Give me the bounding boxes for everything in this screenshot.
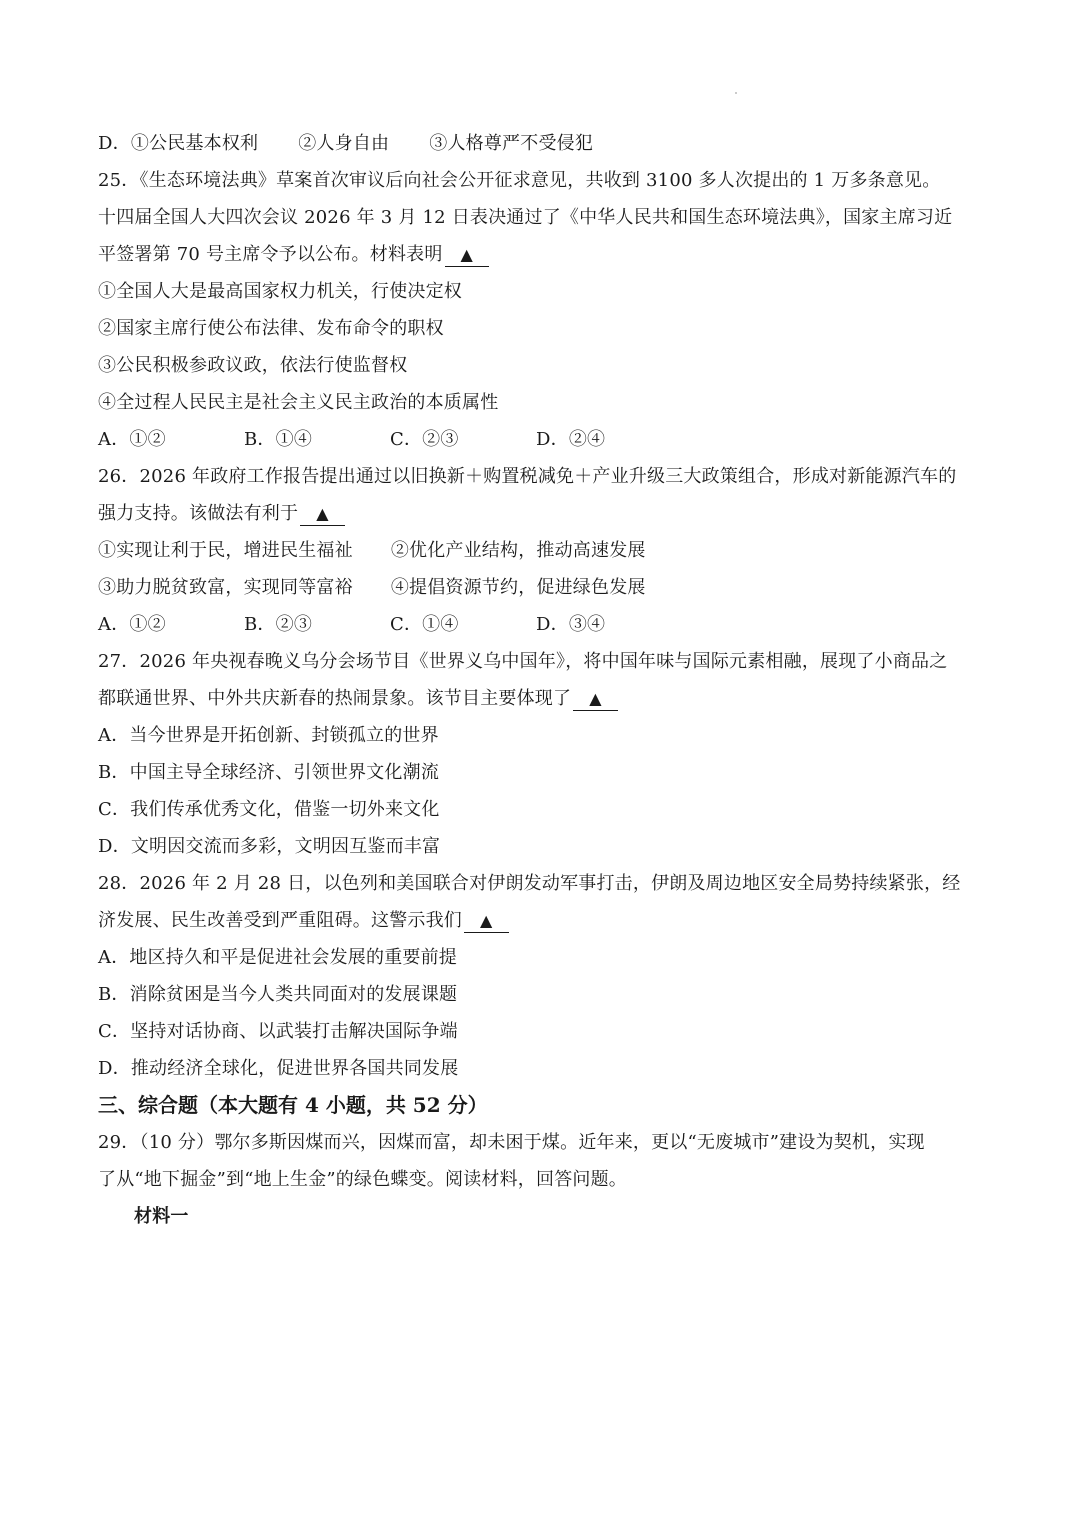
q27-option-d: D．文明因交流而多彩，文明因互鉴而丰富 [98, 836, 441, 857]
q26-stem-line1: 26．2026 年政府工作报告提出通过以旧换新＋购置税减免＋产业升级三大政策组合，形成对新能源汽车的 [98, 466, 957, 487]
q26-options [98, 606, 988, 643]
q27-option-a: A．当今世界是开拓创新、封锁孤立的世界 [98, 725, 439, 746]
q26-option-c: C．①④ [390, 614, 459, 635]
q25-option-a: A．①② [98, 429, 166, 450]
q26-option-a: A．①② [98, 614, 166, 635]
q29-stem-line2: 了从“地下掘金”到“地上生金”的绿色蝶变。阅读材料，回答问题。 [98, 1169, 628, 1190]
q25-statement-3: ③公民积极参政议政，依法行使监督权 [98, 355, 408, 376]
q29-stem-line1: 29．（10 分）鄂尔多斯因煤而兴，因煤而富，却未困于煤。近年来，更以“无废城市”建设为契机，实现 [98, 1132, 925, 1153]
q25-option-c: C．②③ [390, 429, 459, 450]
q25-stem-line3-text: 平签署第 70 号主席令予以公布。材料表明 [98, 244, 443, 265]
q27-stem-line2 [98, 680, 988, 717]
section-3-title: 三、综合题（本大题有 4 小题，共 52 分） [98, 1093, 488, 1117]
q26-statement-1: ①实现让利于民，增进民生福祉 [98, 540, 353, 561]
q25-stem-line3 [98, 236, 988, 273]
q26-stem-line2 [98, 495, 988, 532]
scan-speck [735, 92, 737, 94]
q25-option-b: B．①④ [244, 429, 313, 450]
q26-statement-4: ④提倡资源节约，促进绿色发展 [390, 577, 646, 598]
q26-option-d: D．③④ [536, 614, 606, 635]
q25-stem-line1: 25．《生态环境法典》草案首次审议后向社会公开征求意见，共收到 3100 多人次提出的 1 万多条意见。 [98, 170, 941, 191]
q26-statement-3: ③助力脱贫致富，实现同等富裕 [98, 577, 353, 598]
q27-stem-line2-text: 都联通世界、中外共庆新春的热闹景象。该节目主要体现了 [98, 688, 572, 709]
q26-stem-line2-text: 强力支持。该做法有利于 [98, 503, 299, 524]
q28-answer-blank: ▲ [464, 910, 509, 933]
q28-option-d: D．推动经济全球化，促进世界各国共同发展 [98, 1058, 459, 1079]
q24-option-d [98, 125, 988, 162]
q24-option-d-label: D． [98, 133, 131, 154]
q28-option-c: C．坚持对话协商、以武装打击解决国际争端 [98, 1021, 458, 1042]
q29-material-label: 材料一 [134, 1206, 189, 1227]
q26-statements-row1 [98, 532, 988, 569]
q25-answer-blank: ▲ [445, 244, 490, 267]
q25-statement-4: ④全过程人民民主是社会主义民主政治的本质属性 [98, 392, 499, 413]
q25-stem-line2: 十四届全国人大四次会议 2026 年 3 月 12 日表决通过了《中华人民共和国生态环境法典》，国家主席习近 [98, 207, 953, 228]
q25-option-d: D．②④ [536, 429, 606, 450]
page-content [98, 125, 988, 1235]
q25-options [98, 421, 988, 458]
q28-stem-line2-text: 济发展、民生改善受到严重阻碍。这警示我们 [98, 910, 462, 931]
q26-statement-2: ②优化产业结构，推动高速发展 [390, 540, 646, 561]
q25-statement-1: ①全国人大是最高国家权力机关，行使决定权 [98, 281, 462, 302]
q28-option-a: A．地区持久和平是促进社会发展的重要前提 [98, 947, 457, 968]
q26-statements-row2 [98, 569, 988, 606]
q25-statement-2: ②国家主席行使公布法律、发布命令的职权 [98, 318, 444, 339]
q24-option-d-item1: ①公民基本权利 [130, 133, 259, 154]
q28-stem-line2 [98, 902, 988, 939]
q26-answer-blank: ▲ [300, 503, 345, 526]
q28-stem-line1: 28．2026 年 2 月 28 日，以色列和美国联合对伊朗发动军事打击，伊朗及周边地区安全局势持续紧张，经 [98, 873, 961, 894]
q24-option-d-item3: ③人格尊严不受侵犯 [429, 133, 594, 154]
q27-option-c: C．我们传承优秀文化，借鉴一切外来文化 [98, 799, 440, 820]
q27-answer-blank: ▲ [573, 688, 618, 711]
q27-stem-line1: 27．2026 年央视春晚义乌分会场节目《世界义乌中国年》，将中国年味与国际元素相融，展现了小商品之 [98, 651, 948, 672]
q28-option-b: B．消除贫困是当今人类共同面对的发展课题 [98, 984, 458, 1005]
q26-option-b: B．②③ [244, 614, 313, 635]
q27-option-b: B．中国主导全球经济、引领世界文化潮流 [98, 762, 440, 783]
q24-option-d-item2: ②人身自由 [298, 133, 390, 154]
